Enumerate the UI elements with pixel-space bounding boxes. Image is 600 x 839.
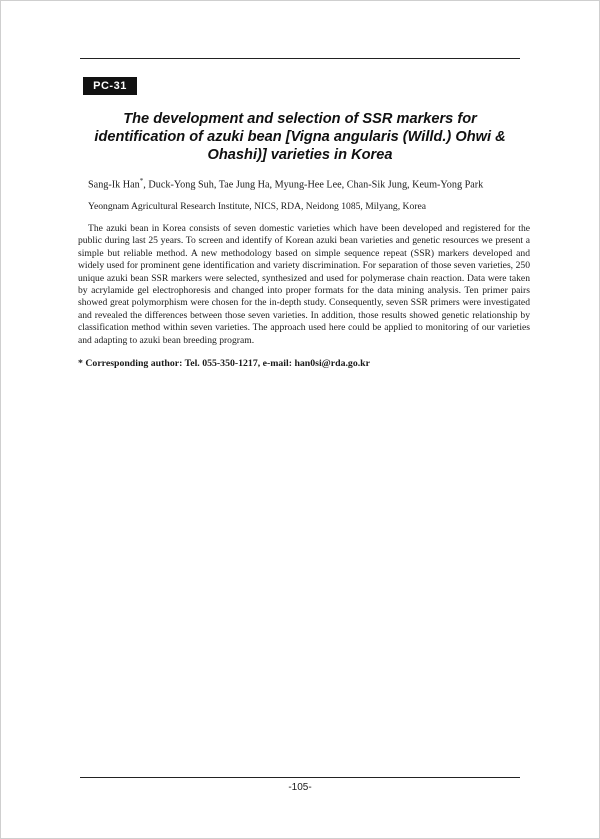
affiliation: Yeongnam Agricultural Research Institute, NICS, RDA, Neidong 1085, Milyang, Korea [88,201,426,212]
abstract-body: The azuki bean in Korea consists of seven domestic varieties which have been developed and registered for the public during last 25 years. To screen and identify of Korean azuki bean varieties and genetic resources we present a simple but reliable method. A new methodology based on simple sequence repeat (SSR) markers developed and widely used for prominent gene identification and variety discrimination. For separation of those seven varieties, 250 unique azuki bean SSR markers were selected, synthesized and used for polymerase chain reaction. Data were taken by acrylamide gel electrophoresis and changed into proper formats for the data mining analysis. Ten primer pairs showed great polymorphism were chosen for the in-depth study. Consequently, seven SSR primers were investigated and revealed the differences between those seven varieties. In addition, those results showed genetic relationship by classification method within seven varieties. The approach used here could be applied to monitoring of our varieties and adapting to azuki bean breeding program. [78,223,530,346]
paper-title: The development and selection of SSR markers for identification of azuki bean [Vigna angularis (Willd.) Ohwi & Ohashi)] varieties in Korea [94,111,506,163]
top-rule [80,58,520,59]
corresponding-author-note: * Corresponding author: Tel. 055-350-1217, e-mail: han0si@rda.go.kr [78,358,370,369]
session-tag: PC-31 [83,77,137,95]
co-authors: , Duck-Yong Suh, Tae Jung Ha, Myung-Hee Lee, Chan-Sik Jung, Keum-Yong Park [143,179,484,191]
corresponding-author-name: Sang-Ik Han [88,179,140,191]
author-list [88,174,528,192]
bottom-rule [80,777,520,778]
corresponding-mark: * [139,177,144,185]
page-number: -105- [288,782,312,793]
